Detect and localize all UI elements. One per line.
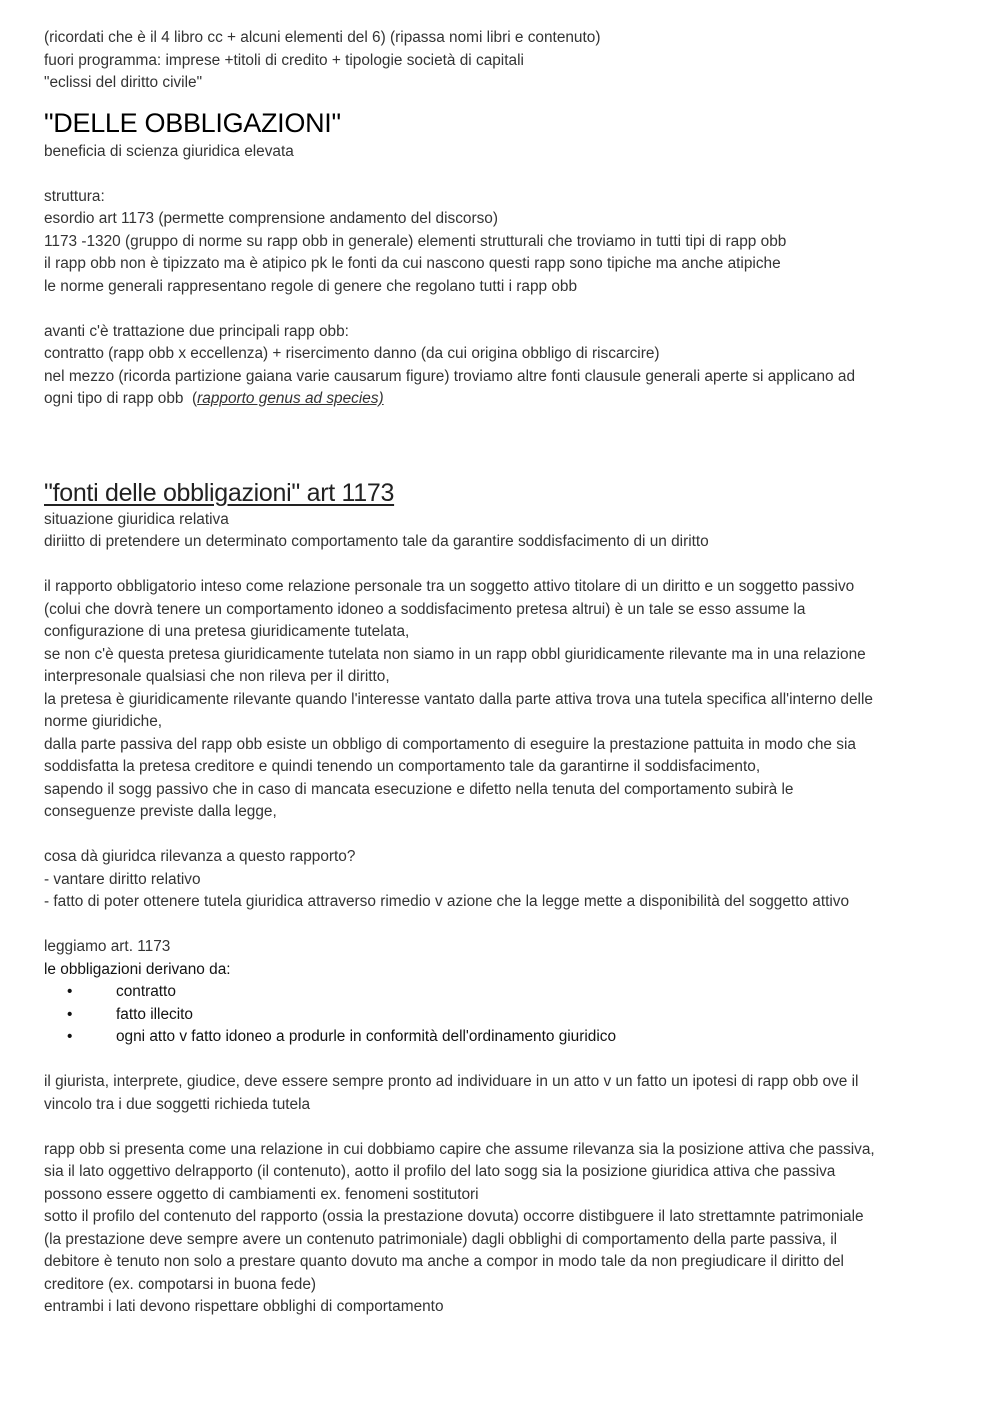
paragraph-rilevanza [44,846,960,914]
section2-title: "fonti delle obbligazioni" art 1173 [44,478,395,507]
paragraph-line: debitore è tenuto non solo a prestare quanto dovuto ma anche a compor in modo tale da non pregiudicare il diritto del [44,1253,844,1270]
paragraph-line: se non c'è questa pretesa giuridicamente tutelata non siamo in un rapp obbl giuridicamente rilevante ma in una relazione [44,645,866,663]
structure-line: 1173 -1320 (gruppo di norme su rapp obb in generale) elementi strutturali che troviamo in tutti tipi di rapp obb [44,232,787,250]
avanti-last-line [44,388,960,411]
list-item-label: contratto [116,983,176,1000]
bullet-icon: • [67,1005,73,1023]
avanti-block [44,321,960,411]
bullet-icon: • [67,983,73,1000]
paragraph-line: sapendo il sogg passivo che in caso di mancata esecuzione e difetto nella tenuta del comportamento subirà le [44,780,794,798]
list-item [44,981,960,1004]
intro-line: fuori programma: imprese +titoli di credito + tipologie società di capitali [44,51,524,69]
paragraph-line: interpresonale qualsiasi che non rileva per il diritto, [44,668,390,685]
paragraph-line: norme giuridiche, [44,713,163,730]
structure-line: struttura: [44,187,105,205]
avanti-line: nel mezzo (ricorda partizione gaiana varie causarum figure) troviamo altre fonti clausule generali aperte si applicano ad [44,367,855,385]
paragraph-giurista [44,1071,960,1116]
read-article-line: leggiamo art. 1173 [44,938,171,955]
avanti-line: contratto (rapp obb x eccellenza) + risercimento danno (da cui origina obbligo di riscarcire) [44,345,660,362]
section1-title: "DELLE OBBLIGAZIONI" [44,107,341,138]
paragraph-line: - vantare diritto relativo [44,870,201,888]
structure-line: il rapp obb non è tipizzato ma è atipico pk le fonti da cui nascono questi rapp sono tipiche ma anche atipiche [44,255,781,272]
paragraph-line: dalla parte passiva del rapp obb esiste un obbligo di comportamento di eseguire la prestazione pattuita in modo che sia [44,735,856,753]
paragraph-line: (la prestazione deve sempre avere un contenuto patrimoniale) dagli obblighi di comportamento della parte passiva, il [44,1230,838,1248]
paragraph-line: il rapporto obbligatorio inteso come relazione personale tra un soggetto attivo titolare di un diritto e un soggetto passivo [44,578,855,595]
paragraph-posizioni [44,1139,960,1319]
section1-subtitle: beneficia di scienza giuridica elevata [44,142,294,160]
paragraph-line: cosa dà giuridca rilevanza a questo rapporto? [44,848,356,865]
paragraph-line: possono essere oggetto di cambiamenti ex. fenomeni sostitutori [44,1185,479,1203]
list-item-label: ogni atto v fatto idoneo a produrle in conformità dell'ordinamento giuridico [116,1028,617,1045]
intro-line: "eclissi del diritto civile" [44,74,203,91]
structure-line: le norme generali rappresentano regole di genere che regolano tutti i rapp obb [44,277,578,295]
avanti-last-prefix: ogni tipo di rapp obb ( [44,390,198,407]
paragraph-line: sotto il profilo del contenuto del rapporto (ossia la prestazione dovuta) occorre distibguere il lato strettamnte patrimoniale [44,1208,864,1225]
intro-line: (ricordati che è il 4 libro cc + alcuni elementi del 6) (ripassa nomi libri e contenuto) [44,29,601,46]
paragraph-line: - fatto di poter ottenere tutela giuridica attraverso rimedio v azione che la legge mette a disponibilità del soggetto attivo [44,893,850,910]
paragraph-line: conseguenze previste dalla legge, [44,803,277,820]
section2-intro-line: situazione giuridica relativa [44,510,229,528]
paragraph-line: soddisfatta la pretesa creditore e quindi tenendo un comportamento tale da garantirne il soddisfacimento, [44,758,761,775]
paragraph-line: rapp obb si presenta come una relazione in cui dobbiamo capire che assume rilevanza sia la posizione attiva che passiva, [44,1140,875,1158]
bullet-icon: • [67,1028,73,1045]
paragraph-line: la pretesa è giuridicamente rilevante quando l'interesse vantato dalla parte attiva trova una tutela specifica all'interno delle [44,690,873,708]
structure-block [44,186,960,299]
list-item [44,1026,960,1049]
section2-intro-line: diriitto di pretendere un determinato comportamento tale da garantire soddisfacimento di un diritto [44,533,709,550]
paragraph-line: sia il lato oggettivo delrapporto (il contenuto), aotto il profilo del lato sogg sia la posizione giuridica attiva che passiva [44,1163,836,1180]
paragraph-rapporto [44,576,960,824]
structure-line: esordio art 1173 (permette comprensione andamento del discorso) [44,210,498,227]
list-title: le obbligazioni derivano da: [44,960,231,978]
list-item-label: fatto illecito [116,1005,193,1023]
paragraph-line: vincolo tra i due soggetti richieda tutela [44,1095,311,1113]
intro-notes [44,27,960,95]
paragraph-line: il giurista, interprete, giudice, deve essere sempre pronto ad individuare in un atto v un fatto un ipotesi di rapp obb ove il [44,1073,859,1090]
paragraph-line: creditore (ex. compotarsi in buona fede) [44,1275,317,1293]
paragraph-line: entrambi i lati devono rispettare obblighi di comportamento [44,1298,444,1315]
sources-list [44,981,960,1049]
paragraph-line: (colui che dovrà tenere un comportamento idoneo a soddisfacimento pretesa altrui) è un tale se esso assume la [44,600,806,618]
avanti-line: avanti c'è trattazione due principali rapp obb: [44,322,349,340]
paragraph-line: configurazione di una pretesa giuridicamente tutelata, [44,623,410,640]
list-item [44,1004,960,1027]
genus-species-link[interactable]: rapporto genus ad species) [197,390,384,407]
